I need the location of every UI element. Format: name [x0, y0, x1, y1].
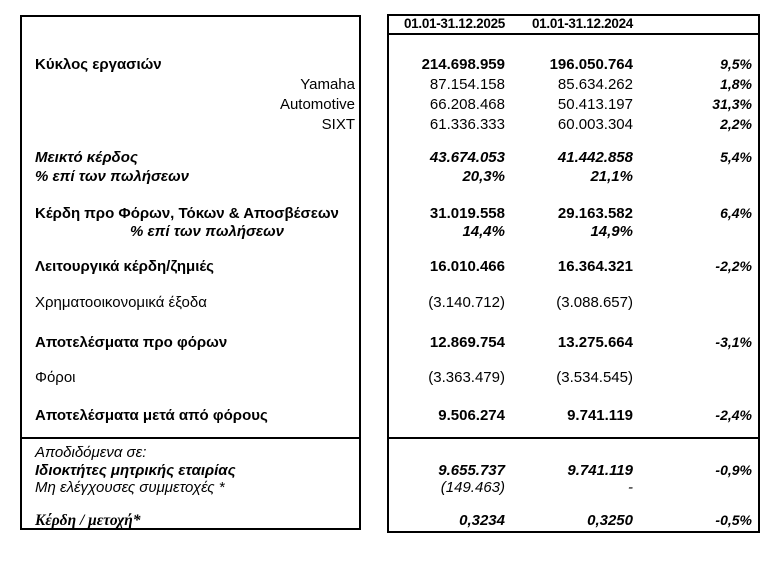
row-label: Αποδιδόμενα σε:: [35, 444, 147, 461]
table-row: [0, 511, 778, 530]
value-2024: 21,1%: [590, 168, 633, 185]
header-separator-line: [389, 33, 758, 35]
value-2025: (3.140.712): [428, 294, 505, 311]
value-2025: (3.363.479): [428, 369, 505, 386]
value-2025: 16.010.466: [429, 258, 505, 275]
value-2024: 85.634.262: [557, 76, 633, 93]
row-label: Λειτουργικά κέρδη/ζημιές: [35, 258, 214, 275]
value-2024: (3.534.545): [556, 369, 633, 386]
value-2025: 14,4%: [462, 223, 505, 240]
value-2025: 66.208.468: [429, 96, 505, 113]
period-2024-header: 01.01-31.12.2024: [531, 16, 633, 31]
table-row: [0, 478, 778, 497]
row-label: Automotive: [279, 96, 355, 113]
row-label: % επί των πωλήσεων: [35, 168, 189, 185]
table-row: [0, 443, 778, 462]
table-row: [0, 333, 778, 352]
value-2025: 87.154.158: [429, 76, 505, 93]
row-label: Κέρδη προ Φόρων, Τόκων & Αποσβέσεων: [35, 205, 339, 222]
table-row: [0, 115, 778, 134]
pct-change: -2,2%: [715, 258, 752, 274]
row-label: Φόροι: [35, 369, 76, 386]
pct-change: 9,5%: [720, 56, 752, 72]
value-2025: 43.674.053: [429, 149, 505, 166]
table-row: [0, 55, 778, 74]
value-2024: 0,3250: [587, 512, 633, 529]
value-2025: 9.506.274: [438, 407, 505, 424]
pct-change: 31,3%: [712, 96, 752, 112]
table-row: [0, 222, 778, 241]
row-label: Κύκλος εργασιών: [35, 56, 162, 73]
value-2024: 196.050.764: [549, 56, 633, 73]
pct-change: -3,1%: [715, 334, 752, 350]
value-2024: 9.741.119: [567, 462, 633, 479]
value-2025: 31.019.558: [429, 205, 505, 222]
pct-change: 5,4%: [720, 149, 752, 165]
table-row: [0, 406, 778, 425]
value-2024: 50.413.197: [557, 96, 633, 113]
value-2025: 9.655.737: [438, 462, 505, 479]
value-2024: 16.364.321: [557, 258, 633, 275]
attribution-divider-left: [20, 437, 361, 439]
pct-change: -0,5%: [715, 512, 752, 528]
pct-change: 1,8%: [720, 76, 752, 92]
row-label: Μη ελέγχουσες συμμετοχές *: [35, 479, 225, 496]
pct-change: -2,4%: [715, 407, 752, 423]
pct-change: -0,9%: [715, 462, 752, 478]
row-label: Αποτελέσματα μετά από φόρους: [35, 407, 268, 424]
value-2024: 41.442.858: [557, 149, 633, 166]
value-2024: 60.003.304: [557, 116, 633, 133]
value-2025: 0,3234: [459, 512, 505, 529]
row-label: Ιδιοκτήτες μητρικής εταιρίας: [35, 462, 236, 479]
pct-change: 6,4%: [720, 205, 752, 221]
row-label: Χρηματοοικονομικά έξοδα: [35, 294, 207, 311]
value-2024: 9.741.119: [567, 407, 633, 424]
value-2025: 214.698.959: [421, 56, 505, 73]
table-row: [0, 95, 778, 114]
table-row: [0, 148, 778, 167]
attribution-divider-right: [387, 437, 760, 439]
value-2025: 12.869.754: [429, 334, 505, 351]
period-2025-header: 01.01-31.12.2025: [403, 16, 505, 31]
value-2024: 29.163.582: [557, 205, 633, 222]
row-label: Yamaha: [300, 76, 355, 93]
value-2025: 20,3%: [462, 168, 505, 185]
row-label: Μεικτό κέρδος: [35, 149, 138, 166]
table-row: [0, 293, 778, 312]
value-2024: 14,9%: [590, 223, 633, 240]
row-label: % επί των πωλήσεων: [130, 223, 284, 240]
table-row: [0, 368, 778, 387]
value-2025: 61.336.333: [429, 116, 505, 133]
value-2024: -: [628, 479, 633, 496]
row-label: Κέρδη / μετοχή*: [35, 512, 141, 529]
table-row: [0, 75, 778, 94]
row-label: Αποτελέσματα προ φόρων: [35, 334, 228, 351]
pct-change: 2,2%: [720, 116, 752, 132]
table-row: [0, 204, 778, 223]
row-label: SIXT: [321, 116, 355, 133]
table-row: [0, 167, 778, 186]
value-2024: (3.088.657): [556, 294, 633, 311]
value-2025: (149.463): [440, 479, 505, 496]
table-row: [0, 257, 778, 276]
value-2024: 13.275.664: [557, 334, 633, 351]
